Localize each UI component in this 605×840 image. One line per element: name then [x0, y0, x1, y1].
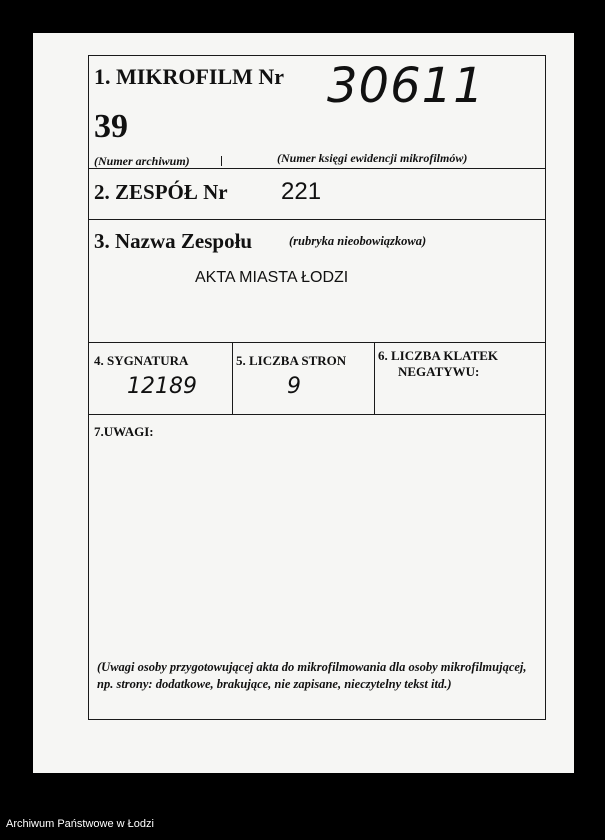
archive-number-caption: (Numer archiwum) — [94, 154, 190, 168]
caption-divider — [221, 156, 222, 166]
section3-heading: 3. Nazwa Zespołu — [94, 229, 253, 253]
archive-number: 39 — [94, 108, 128, 145]
microfilm-card — [33, 33, 574, 773]
signature-value: 12189 — [127, 374, 197, 399]
section5-heading: 5. LICZBA STRON — [236, 353, 347, 368]
remarks-note: (Uwagi osoby przygotowującej akta do mikrofilmowania dla osoby mikrofilmującej, np. strony: dodatkowe, brakujące, nie zapisane, nieczytelny tekst itd.) — [97, 660, 527, 691]
section1-heading: 1. MIKROFILM Nr — [94, 64, 285, 89]
page-count-value: 9 — [287, 374, 301, 399]
form-frame — [88, 55, 546, 720]
section3-hint: (rubryka nieobowiązkowa) — [289, 234, 427, 248]
divider-2 — [89, 219, 545, 220]
fonds-number: 221 — [281, 178, 322, 205]
handwritten-microfilm-number: 30611 — [327, 58, 485, 114]
divider-col-2 — [374, 342, 375, 414]
divider-1 — [89, 168, 545, 169]
section6-heading-line1: 6. LICZBA KLATEK — [378, 348, 499, 363]
fonds-name: AKTA MIASTA ŁODZI — [195, 269, 349, 286]
archive-footer-label: Archiwum Państwowe w Łodzi — [6, 818, 154, 830]
divider-col-1 — [232, 342, 233, 414]
section4-heading: 4. SYGNATURA — [94, 353, 189, 368]
divider-3 — [89, 342, 545, 343]
divider-4 — [89, 414, 545, 415]
section2-heading: 2. ZESPÓŁ Nr — [94, 180, 228, 204]
register-caption: (Numer księgi ewidencji mikrofilmów) — [277, 151, 468, 165]
section6-heading-line2: NEGATYWU: — [398, 364, 480, 379]
section7-heading: 7.UWAGI: — [94, 424, 154, 439]
